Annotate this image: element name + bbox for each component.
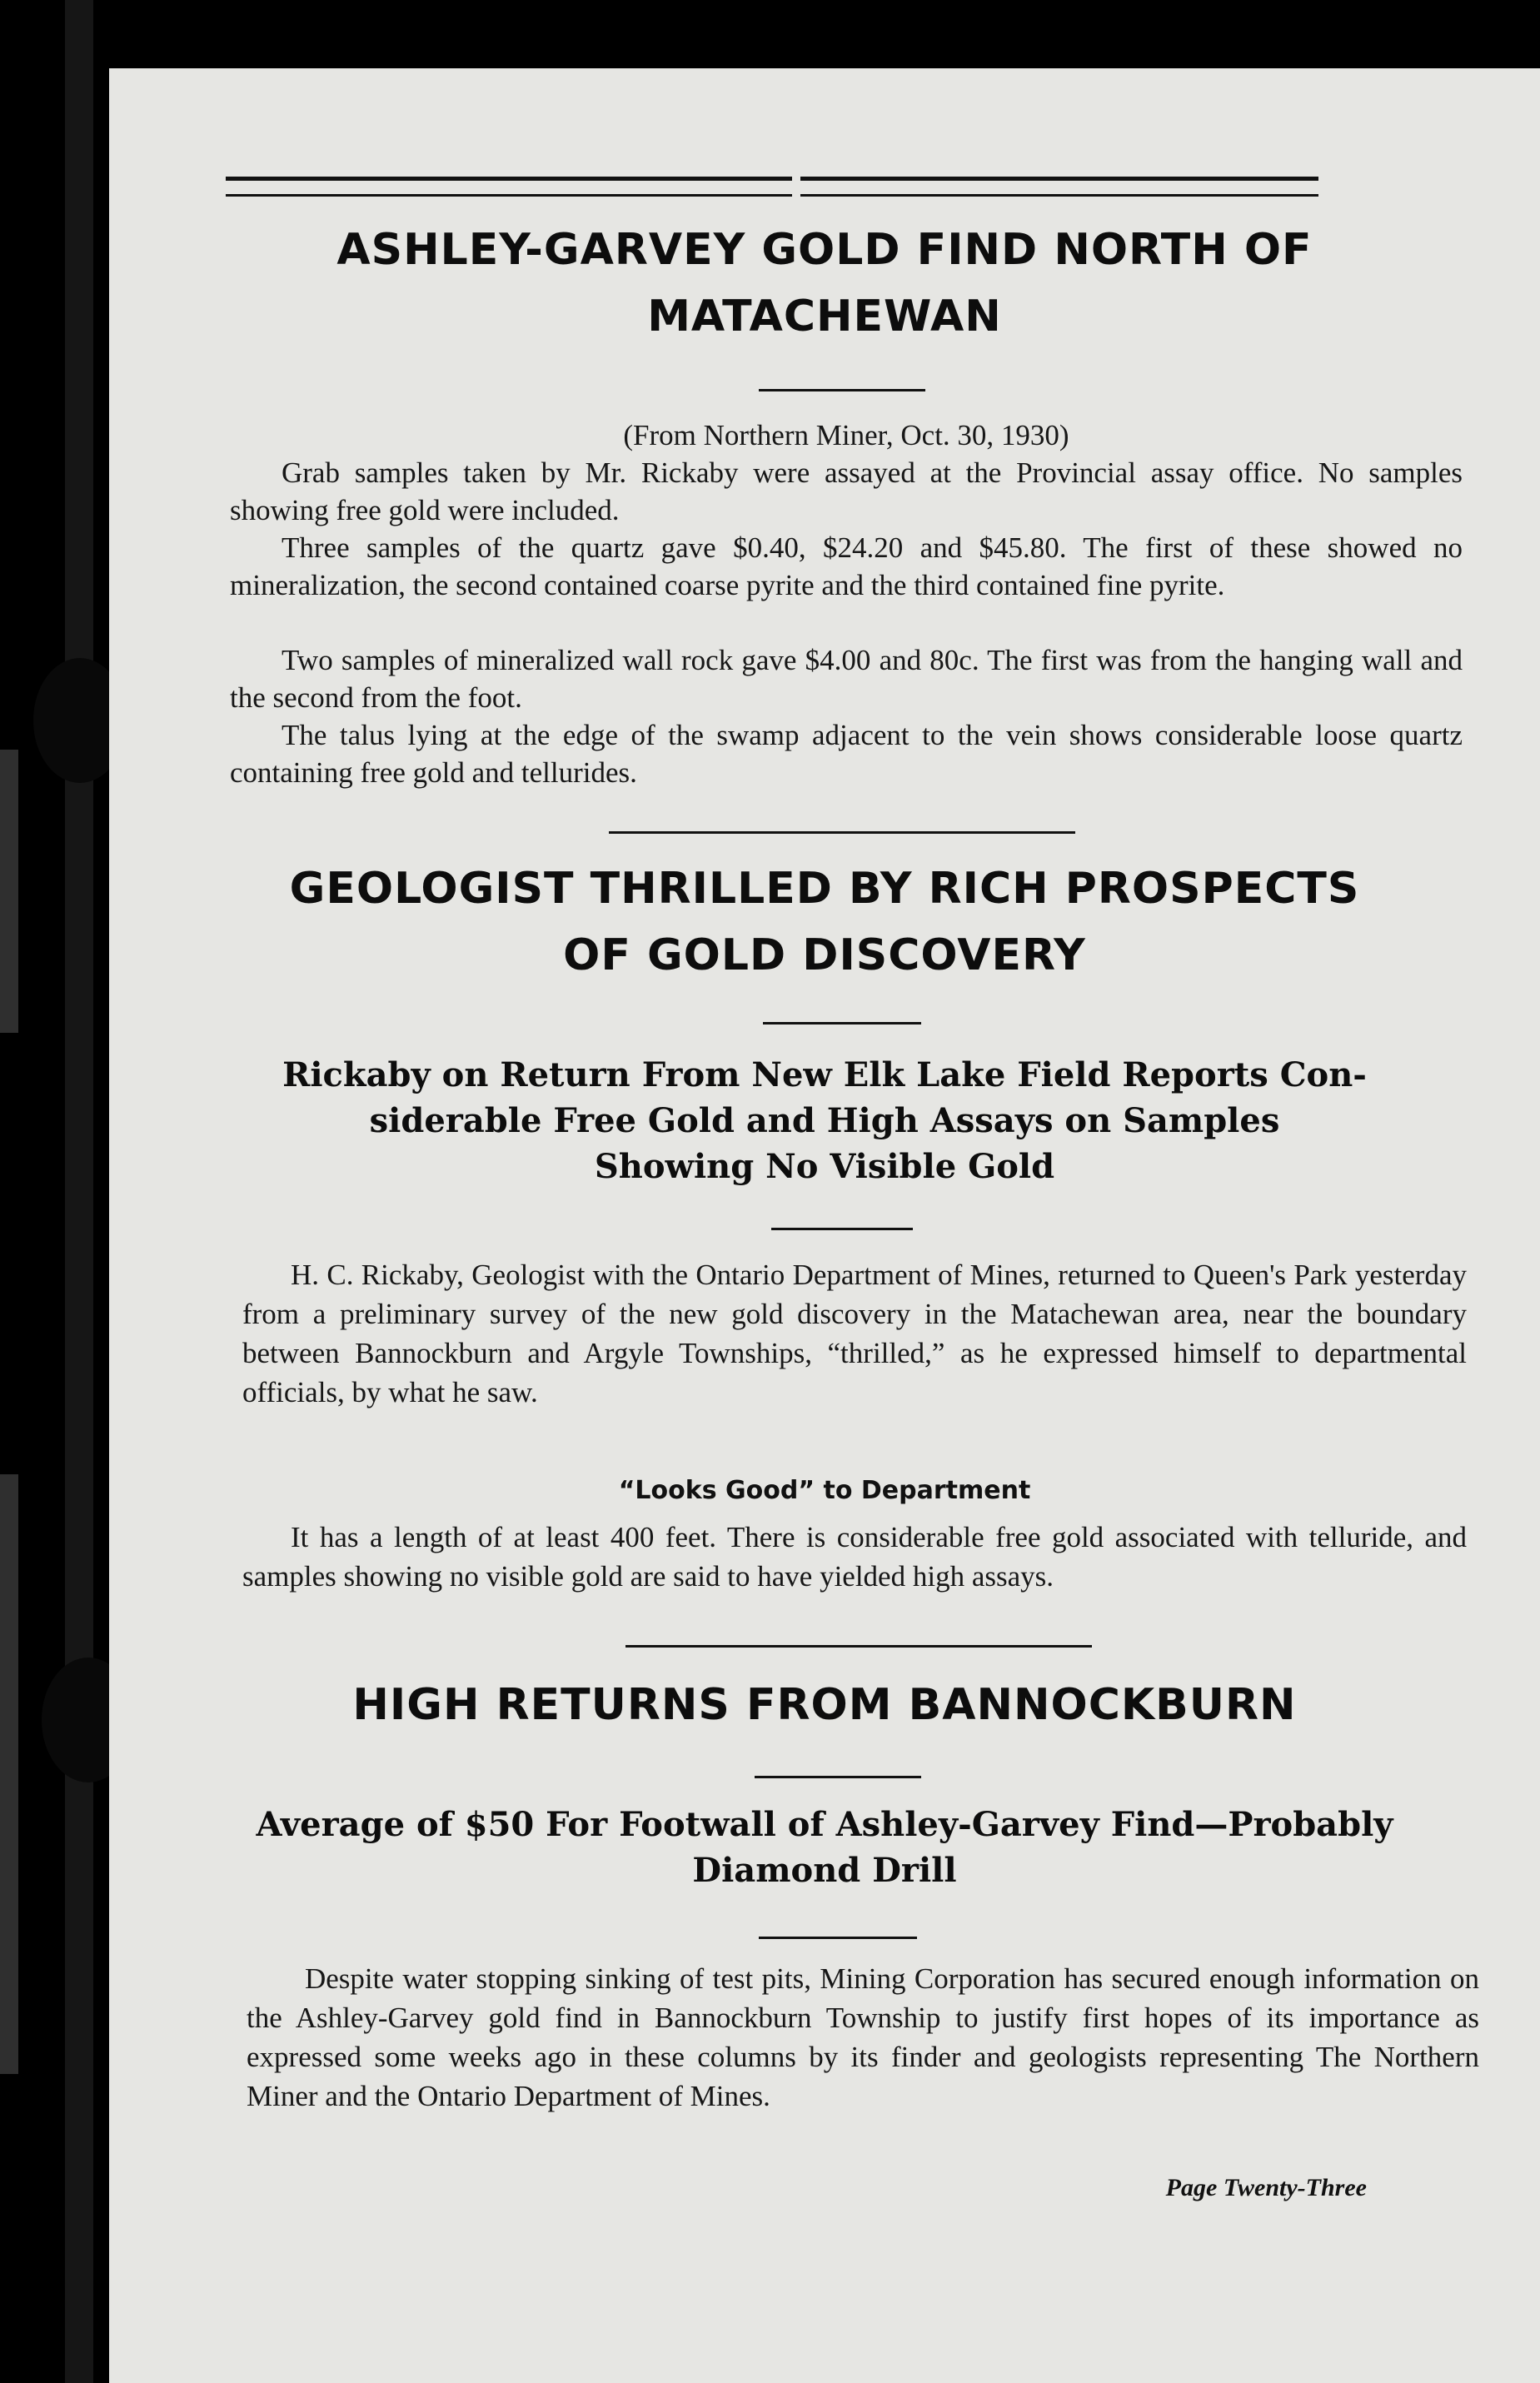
article-2-deck-line: Rickaby on Return From New Elk Lake Field Reports Con- [282, 1055, 1367, 1094]
article-1-headline-line-2: MATACHEWAN [647, 292, 1002, 341]
article-1-paragraph: The talus lying at the edge of the swamp adjacent to the vein shows considerable loose quartz containing free gold and tellurides. [230, 719, 1463, 789]
article-3-deck-line: Diamond Drill [692, 1851, 957, 1890]
binding-edge [0, 1474, 18, 2074]
article-3-deck-rule [759, 1937, 917, 1939]
article-separator-rule [625, 1645, 1092, 1648]
article-2-headline-line-1: GEOLOGIST THRILLED BY RICH PROSPECTS [289, 864, 1360, 914]
article-3-rule [755, 1776, 921, 1778]
binding-edge [0, 750, 18, 1033]
article-2-subhead: “Looks Good” to Department [618, 1476, 1031, 1505]
article-1-source: (From Northern Miner, Oct. 30, 1930) [623, 419, 1069, 451]
article-1-paragraph: Three samples of the quartz gave $0.40, $24.20 and $45.80. The first of these showed no mineralization, the second contained coarse pyrite and the third contained fine pyrite. [230, 531, 1463, 601]
article-separator-rule [609, 831, 1075, 834]
top-double-rule [800, 177, 1318, 197]
document-page [109, 68, 1540, 2383]
binding-spine [65, 0, 93, 2383]
top-double-rule [226, 177, 792, 197]
article-2-headline-line-2: OF GOLD DISCOVERY [563, 930, 1086, 980]
article-2-paragraph: It has a length of at least 400 feet. There is considerable free gold associated with telluride, and samples showing no visible gold are said to have yielded high assays. [242, 1521, 1467, 1593]
article-1-rule [759, 389, 925, 391]
article-2-deck-line: siderable Free Gold and High Assays on Samples [369, 1101, 1280, 1140]
article-2-rule [763, 1022, 921, 1024]
article-1-headline-line-1: ASHLEY-GARVEY GOLD FIND NORTH OF [336, 225, 1313, 275]
article-2-deck-rule [771, 1228, 913, 1230]
article-1-paragraph: Two samples of mineralized wall rock gave $4.00 and 80c. The first was from the hanging wall and the second from the foot. [230, 644, 1463, 714]
article-2-paragraph: H. C. Rickaby, Geologist with the Ontario Department of Mines, returned to Queen's Park yesterday from a preliminary survey of the new gold discovery in the Matachewan area, near the boundary between Bannockburn and Argyle Townships, “thrilled,” as he expressed himself to departmental officials, by what he saw. [242, 1259, 1467, 1408]
page-number: Page Twenty-Three [1165, 2174, 1367, 2201]
article-2-deck-line: Showing No Visible Gold [594, 1147, 1055, 1186]
book-binding [0, 0, 109, 2383]
article-3-deck-line: Average of $50 For Footwall of Ashley-Garvey Find—Probably [256, 1805, 1393, 1844]
article-3-paragraph: Despite water stopping sinking of test pits, Mining Corporation has secured enough information on the Ashley-Garvey gold find in Bannockburn Township to justify first hopes of its importance as expressed some weeks ago in these columns by its finder and geologists representing The Northern Miner and the Ontario Department of Mines. [247, 1962, 1479, 2112]
article-1-paragraph: Grab samples taken by Mr. Rickaby were assayed at the Provincial assay office. No samples showing free gold were included. [230, 456, 1463, 526]
article-3-headline: HIGH RETURNS FROM BANNOCKBURN [352, 1680, 1297, 1730]
